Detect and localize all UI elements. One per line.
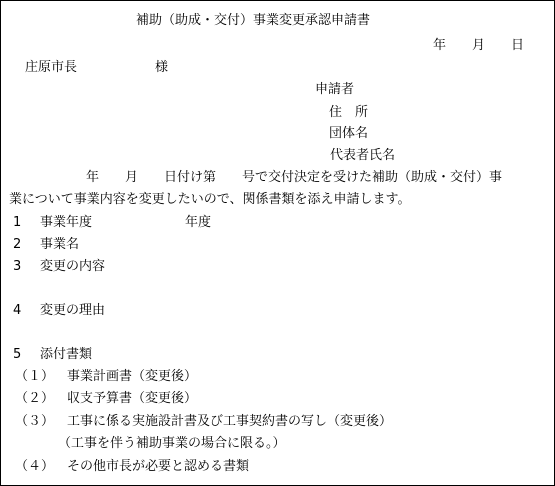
date-line: 年 月 日 <box>433 38 525 53</box>
attachment-number-1: （１） <box>15 369 55 384</box>
item-label-change-reason: 変更の理由 <box>40 303 106 318</box>
applicant-organization-label: 団体名 <box>329 126 369 141</box>
attachment-note-construction: （工事を伴う補助事業の場合に限る。） <box>58 436 286 451</box>
attachment-label-construction-docs: 工事に係る実施設計書及び工事契約書の写し（変更後） <box>67 414 393 429</box>
body-text-line-2: 業について事業内容を変更したいので、関係書類を添え申請します。 <box>9 192 411 207</box>
item-label-fiscal-year: 事業年度 <box>40 215 93 230</box>
applicant-address-label: 住 所 <box>329 105 369 120</box>
document-title: 補助（助成・交付）事業変更承認申請書 <box>136 13 371 28</box>
item-number-5: 5 <box>13 347 22 362</box>
item-number-1: 1 <box>13 215 22 230</box>
attachment-label-budget: 収支予算書（変更後） <box>67 391 198 406</box>
attachment-number-4: （４） <box>15 459 55 474</box>
attachment-number-2: （２） <box>15 391 55 406</box>
attachment-number-3: （３） <box>15 414 55 429</box>
item-label-project-name: 事業名 <box>40 237 80 252</box>
attachment-label-business-plan: 事業計画書（変更後） <box>67 369 198 384</box>
attachment-label-other: その他市長が必要と認める書類 <box>67 459 250 474</box>
applicant-representative-label: 代表者氏名 <box>330 148 396 163</box>
item-number-4: 4 <box>13 303 22 318</box>
item-number-3: 3 <box>13 259 22 274</box>
item-number-2: 2 <box>13 237 22 252</box>
item-label-change-content: 変更の内容 <box>40 259 106 274</box>
body-text-line-1: 年 月 日付け第 号で交付決定を受けた補助（助成・交付）事 <box>86 170 503 185</box>
item-label-attachments: 添付書類 <box>40 347 93 362</box>
addressee: 庄原市長 様 <box>25 60 169 75</box>
applicant-heading: 申請者 <box>315 82 355 97</box>
item-fiscal-year-suffix: 年度 <box>185 215 212 230</box>
